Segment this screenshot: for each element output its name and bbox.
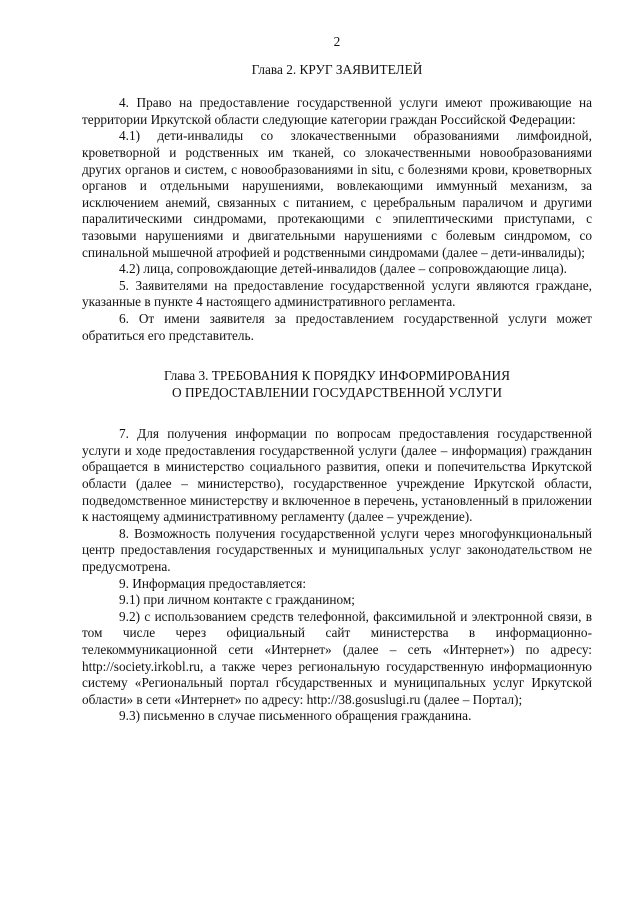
paragraph-9-1: 9.1) при личном контакте с гражданином;	[119, 592, 355, 608]
paragraph-9: 9. Информация предоставляется:	[119, 575, 307, 591]
chapter-3-title-line-1: Глава 3. ТРЕБОВАНИЯ К ПОРЯДКУ ИНФОРМИРОВАНИЯ	[163, 368, 511, 384]
paragraph-9-2: 9.2) с использованием средств телефонной, факсимильной и электронной связи, в том числе через официальный сайт министерства в информационно-телекоммуникационной сети «Интернет» (далее – сеть «Интернет») по адресу: http://society.irkobl.ru, а также через региональную государственную информационную систему «Региональный портал гбсударственных и муниципальных услуг Иркутской области» в сети «Интернет» по адресу: http://38.gosuslugi.ru (далее – Портал);	[82, 608, 592, 707]
paragraph-6: 6. От имени заявителя за предоставлением государственной услуги может обратиться его представитель.	[82, 310, 592, 343]
chapter-2-title: Глава 2. КРУГ ЗАЯВИТЕЛЕЙ	[251, 61, 423, 77]
page-number: 2	[333, 34, 341, 49]
paragraph-4: 4. Право на предоставление государственной услуги имеют проживающие на территории Иркутской области следующие категории граждан Российской Федерации:	[82, 95, 592, 127]
paragraph-4-2: 4.2) лица, сопровождающие детей-инвалидов (далее – сопровождающие лица).	[119, 261, 567, 277]
paragraph-5: 5. Заявителями на предоставление государственной услуги являются граждане, указанные в пункте 4 настоящего административного регламента.	[82, 277, 592, 310]
paragraph-9-3: 9.3) письменно в случае письменного обращения гражданина.	[119, 708, 472, 724]
paragraph-8: 8. Возможность получения государственной услуги через многофункциональный центр предоставления государственных и муниципальных услуг законодательством не предусмотрена.	[82, 525, 592, 575]
paragraph-7: 7. Для получения информации по вопросам предоставления государственной услуги и ходе предоставления государственной услуги (далее – информация) гражданин обращается в министерство социального развития, опеки и попечительства Иркутской области (далее – министерство), государственное учреждение Иркутской области, подведомственное министерству и включенное в перечень, установленный в приложении к настоящему административному регламенту (далее – учреждение).	[82, 426, 592, 525]
chapter-3-title-line-2: О ПРЕДОСТАВЛЕНИИ ГОСУДАРСТВЕННОЙ УСЛУГИ	[172, 384, 502, 400]
paragraph-4-1: 4.1) дети-инвалиды со злокачественными образованиями лимфоидной, кроветворной и родственных им тканей, со злокачественными новообразованиями других органов и систем, с новообразованиями in situ, с болезнями крови, кроветворных органов и отдельными нарушениями, вовлекающими иммунный механизм, за исключением анемий, связанных с питанием, с церебральным параличом и другими паралитическими синдромами, протекающими с эпилептическими приступами, с тазовыми нарушениями и двигательными нарушениями с болевым синдромом, со спинальной мышечной атрофией и родственными синдромами (далее – дети-инвалиды);	[82, 128, 592, 260]
